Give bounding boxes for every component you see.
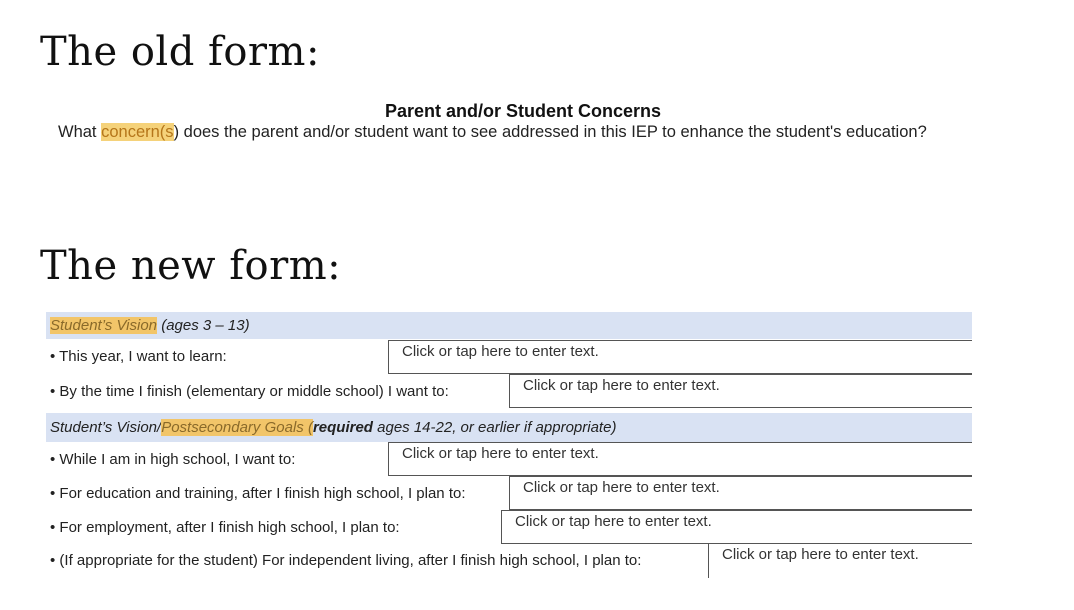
required-bold: required (312, 419, 373, 436)
entry-field-this-year[interactable]: Click or tap here to enter text. (388, 340, 972, 374)
row-label-independent-living: • (If appropriate for the student) For independent living, after I finish high school, I plan to: (50, 552, 642, 569)
old-form-question (58, 123, 927, 142)
postsecondary-goals-highlight: Postsecondary Goals ( (161, 419, 313, 436)
row-label-this-year: • This year, I want to learn: (50, 348, 227, 365)
student-vision-highlight: Student’s Vision (50, 317, 158, 334)
entry-field-by-the-time[interactable]: Click or tap here to enter text. (509, 374, 972, 408)
section-header-student-vision (46, 312, 972, 339)
section1-rest: (ages 3 – 13) (157, 317, 250, 334)
old-form-heading: The old form: (40, 29, 320, 75)
question-prefix: What (58, 123, 102, 141)
row-label-by-the-time: • By the time I finish (elementary or middle school) I want to: (50, 383, 449, 400)
row-label-education-training: • For education and training, after I finish high school, I plan to: (50, 485, 466, 502)
new-form-heading: The new form: (40, 243, 342, 289)
concerns-highlight: concern(s (101, 123, 174, 141)
entry-field-high-school[interactable]: Click or tap here to enter text. (388, 442, 972, 476)
row-label-employment: • For employment, after I finish high school, I plan to: (50, 519, 400, 536)
row-label-high-school: • While I am in high school, I want to: (50, 451, 296, 468)
section-header-postsecondary-goals (46, 413, 972, 442)
entry-field-employment[interactable]: Click or tap here to enter text. (501, 510, 972, 544)
entry-field-independent-living[interactable]: Click or tap here to enter text. (708, 544, 972, 578)
section2-rest: ages 14-22, or earlier if appropriate) (372, 419, 617, 436)
question-suffix: ) does the parent and/or student want to see addressed in this IEP to enhance the student's education? (173, 123, 927, 141)
old-form-title: Parent and/or Student Concerns (384, 101, 662, 121)
section2-prefix: Student’s Vision/ (50, 419, 162, 436)
entry-field-education-training[interactable]: Click or tap here to enter text. (509, 476, 972, 510)
